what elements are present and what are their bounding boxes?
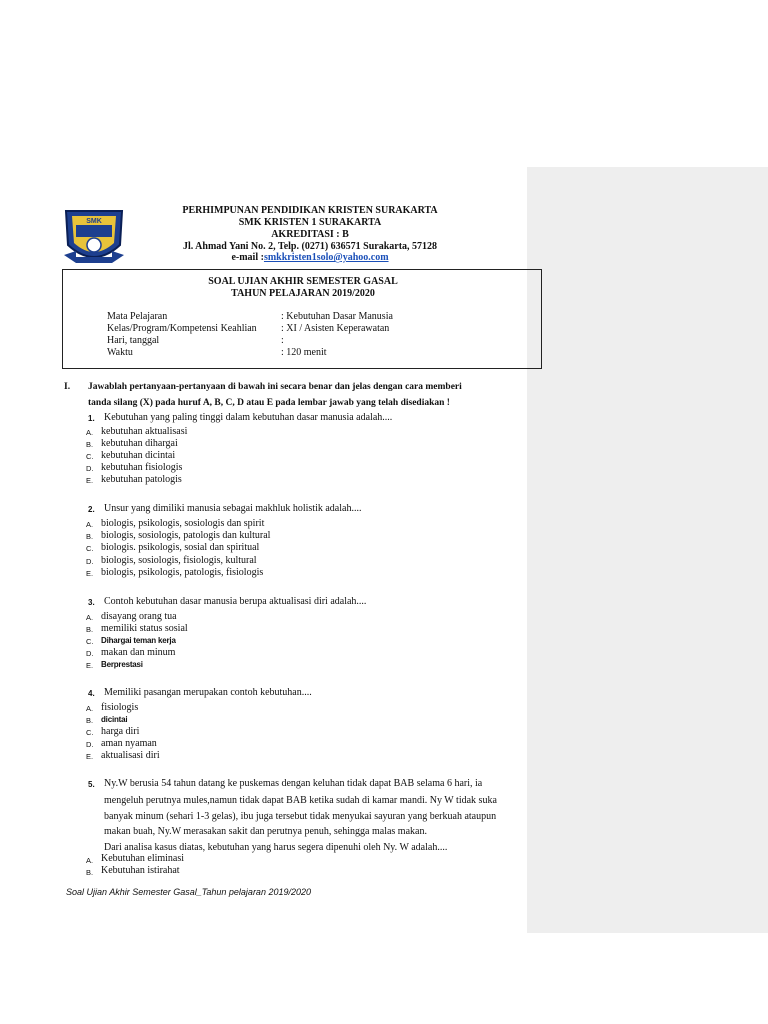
- option-text: kebutuhan aktualisasi: [101, 426, 188, 437]
- option-text: kebutuhan dihargai: [101, 438, 178, 449]
- email-link[interactable]: smkkristen1solo@yahoo.com: [263, 252, 389, 263]
- instruction-line-1: Jawablah pertanyaan-pertanyaan di bawah ini secara benar dan jelas dengan cara memberi: [88, 382, 462, 392]
- question-text: Ny.W berusia 54 tahun datang ke puskemas dengan keluhan tidak dapat BAB selama 6 hari, ia: [104, 778, 483, 789]
- option-text: Kebutuhan eliminasi: [101, 853, 185, 864]
- option-letter: C.: [86, 637, 94, 646]
- option-text: Dihargai teman kerja: [101, 636, 176, 645]
- option-letter: E.: [86, 476, 94, 485]
- info-label-class: Kelas/Program/Kompetensi Keahlian: [107, 323, 257, 334]
- option-text: Kebutuhan istirahat: [101, 865, 180, 876]
- question-text: makan buah, Ny.W merasakan sakit dan perutnya penuh, sehingga malas makan.: [104, 826, 427, 837]
- comment-pane: [527, 167, 768, 933]
- option-text: Berprestasi: [101, 660, 143, 669]
- question-text: Contoh kebutuhan dasar manusia berupa aktualisasi diri adalah....: [104, 596, 367, 607]
- info-value-time: : 120 menit: [281, 347, 327, 358]
- option-letter: E.: [86, 752, 94, 761]
- option-text: biologis, psikologis, sosiologis dan spirit: [101, 518, 265, 529]
- option-letter: D.: [86, 740, 94, 749]
- option-text: memiliki status sosial: [101, 623, 188, 634]
- option-letter: B.: [86, 440, 94, 449]
- info-label-date: Hari, tanggal: [107, 335, 160, 346]
- option-letter: A.: [86, 428, 94, 437]
- info-value-date: :: [281, 335, 284, 346]
- option-text: biologis. psikologis, sosial dan spiritual: [101, 542, 260, 553]
- option-text: fisiologis: [101, 702, 139, 713]
- option-letter: E.: [86, 661, 94, 670]
- question-number: 3.: [88, 598, 95, 607]
- header-accreditation: AKREDITASI : B: [271, 229, 349, 240]
- option-letter: C.: [86, 452, 94, 461]
- option-letter: E.: [86, 569, 94, 578]
- option-letter: D.: [86, 464, 94, 473]
- question-number: 2.: [88, 505, 95, 514]
- question-text: Memiliki pasangan merupakan contoh kebutuhan....: [104, 687, 312, 698]
- option-letter: A.: [86, 856, 94, 865]
- option-letter: A.: [86, 520, 94, 529]
- option-letter: B.: [86, 716, 94, 725]
- option-text: kebutuhan dicintai: [101, 450, 176, 461]
- option-text: dicintai: [101, 715, 128, 724]
- option-letter: D.: [86, 557, 94, 566]
- option-letter: B.: [86, 868, 94, 877]
- page-footer: Soal Ujian Akhir Semester Gasal_Tahun pelajaran 2019/2020: [66, 887, 311, 897]
- info-value-subject: : Kebutuhan Dasar Manusia: [281, 311, 393, 322]
- option-text: aktualisasi diri: [101, 750, 160, 761]
- email-prefix: e-mail :: [231, 252, 264, 263]
- option-text: kebutuhan patologis: [101, 474, 182, 485]
- option-text: biologis, psikologis, patologis, fisiologis: [101, 567, 264, 578]
- exam-info-box: [62, 269, 542, 369]
- option-text: disayang orang tua: [101, 611, 177, 622]
- instruction-line-2: tanda silang (X) pada huruf A, B, C, D atau E pada lembar jawab yang telah disediakan !: [88, 398, 450, 408]
- option-text: biologis, sosiologis, patologis dan kultural: [101, 530, 271, 541]
- option-text: biologis, sosiologis, fisiologis, kultural: [101, 555, 257, 566]
- info-label-time: Waktu: [107, 347, 133, 358]
- question-text: banyak minum (sehari 1-3 gelas), ibu juga tersebut tidak menyukai sayuran yang berkuah ataupun: [104, 811, 497, 822]
- question-number: 4.: [88, 689, 95, 698]
- option-letter: A.: [86, 704, 94, 713]
- option-letter: D.: [86, 649, 94, 658]
- option-text: harga diri: [101, 726, 140, 737]
- option-letter: B.: [86, 532, 94, 541]
- option-letter: C.: [86, 544, 94, 553]
- option-text: makan dan minum: [101, 647, 176, 658]
- question-text: Kebutuhan yang paling tinggi dalam kebutuhan dasar manusia adalah....: [104, 412, 393, 423]
- question-text: Dari analisa kasus diatas, kebutuhan yang harus segera dipenuhi oleh Ny. W adalah....: [104, 842, 448, 853]
- question-number: 1.: [88, 414, 95, 423]
- option-letter: C.: [86, 728, 94, 737]
- section-roman: I.: [64, 382, 71, 392]
- header-school: SMK KRISTEN 1 SURAKARTA: [238, 217, 382, 228]
- option-letter: B.: [86, 625, 94, 634]
- option-text: aman nyaman: [101, 738, 157, 749]
- question-number: 5.: [88, 780, 95, 789]
- info-label-subject: Mata Pelajaran: [107, 311, 168, 322]
- school-logo: [62, 205, 126, 271]
- header-email-line: [150, 252, 470, 264]
- option-text: kebutuhan fisiologis: [101, 462, 183, 473]
- info-value-class: : XI / Asisten Keperawatan: [281, 323, 390, 334]
- exam-title: SOAL UJIAN AKHIR SEMESTER GASAL: [208, 276, 398, 287]
- exam-year: TAHUN PELAJARAN 2019/2020: [231, 288, 375, 299]
- question-text: Unsur yang dimiliki manusia sebagai makhluk holistik adalah....: [104, 503, 362, 514]
- header-address: Jl. Ahmad Yani No. 2, Telp. (0271) 636571 Surakarta, 57128: [182, 241, 438, 252]
- option-letter: A.: [86, 613, 94, 622]
- header-org: PERHIMPUNAN PENDIDIKAN KRISTEN SURAKARTA: [182, 205, 438, 216]
- question-text: mengeluh perutnya mules,namun tidak dapat BAB ketika sudah di kamar mandi. Ny W tidak suka: [104, 795, 497, 806]
- svg-text:SMK: SMK: [86, 218, 102, 225]
